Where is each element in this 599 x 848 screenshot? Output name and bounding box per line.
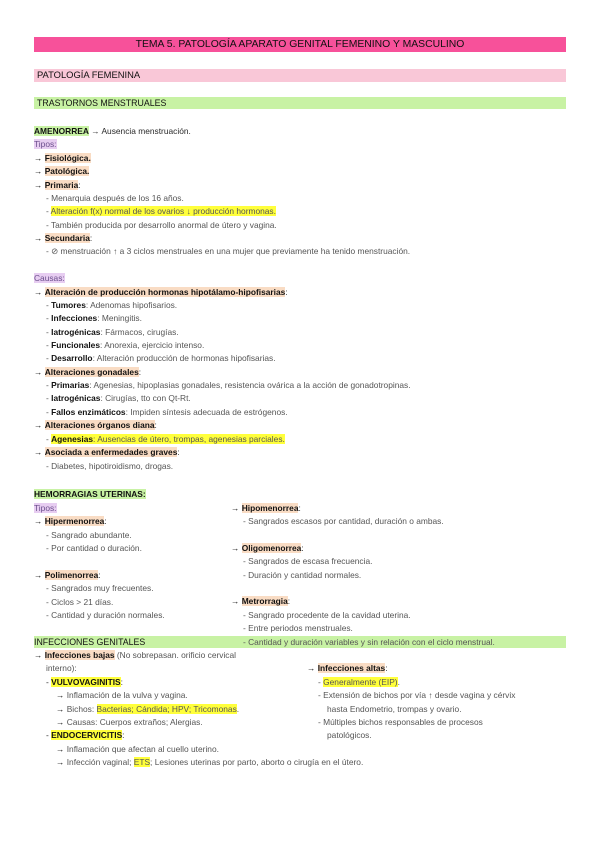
- vulvovaginitis: - VULVOVAGINITIS:: [46, 677, 123, 687]
- infecciones-altas-item: hasta Endometrio, trompas y ovario.: [327, 704, 462, 714]
- endocervicitis-item: → Infección vaginal; ETS; Lesiones uterinas por parto, aborto o cirugía en el útero.: [56, 757, 364, 767]
- amenorrea-def: → Ausencia menstruación.: [88, 126, 191, 136]
- section-heading: PATOLOGÍA FEMENINA: [37, 69, 141, 80]
- amenorrea-term: AMENORREA: [34, 126, 89, 136]
- oligomenorrea-item: - Duración y cantidad normales.: [243, 570, 362, 580]
- causa-3-item: - Agenesias: Ausencias de útero, trompas, agenesias parciales.: [46, 434, 285, 444]
- infecciones-bajas-note: interno):: [46, 663, 77, 673]
- causa-4-item: - Diabetes, hipotiroidismo, drogas.: [46, 461, 174, 471]
- causa-2-item: - Primarias: Agenesias, hipoplasias gonadales, resistencia ovárica a la acción de gonadotropinas.: [46, 380, 411, 390]
- causa-1-item: - Funcionales: Anorexia, ejercicio intenso.: [46, 340, 205, 350]
- infecciones-altas: → Infecciones altas:: [307, 663, 388, 673]
- infecciones-altas-item: - Extensión de bichos por vía ↑ desde vagina y cérvix: [318, 690, 516, 700]
- hipermenorrea-item: - Por cantidad o duración.: [46, 543, 142, 553]
- infecciones-altas-item: - Generalmente (EIP).: [318, 677, 400, 687]
- subsection-heading: TRASTORNOS MENSTRUALES: [37, 98, 167, 108]
- causa-4: → Asociada a enfermedades graves:: [34, 447, 180, 457]
- primaria-item: - Menarquia después de los 16 años.: [46, 193, 184, 203]
- vulvovaginitis-item: → Causas: Cuerpos extraños; Alergias.: [56, 717, 203, 727]
- hemorragias-tipos: Tipos:: [34, 503, 57, 513]
- causa-1: → Alteración de producción hormonas hipotálamo-hipofisarias:: [34, 287, 288, 297]
- causa-2-item: - Fallos enzimáticos: Impiden síntesis adecuada de estrógenos.: [46, 407, 288, 417]
- causa-1-item: - Tumores: Adenomas hipofisarios.: [46, 300, 178, 310]
- tipos-label: Tipos:: [34, 139, 57, 149]
- polimenorrea-item: - Ciclos > 21 días.: [46, 597, 114, 607]
- tipo-primaria: → Primaria:: [34, 180, 81, 190]
- endocervicitis: - ENDOCERVICITIS:: [46, 730, 125, 740]
- tipo-patologica: → Patológica.: [34, 166, 90, 176]
- amenorrea-line: [34, 126, 191, 136]
- causa-3: → Alteraciones órganos diana:: [34, 420, 157, 430]
- metrorragia: → Metrorragia:: [231, 596, 291, 606]
- causa-2: → Alteraciones gonadales:: [34, 367, 142, 377]
- hipermenorrea-item: - Sangrado abundante.: [46, 530, 132, 540]
- infecciones-heading: INFECCIONES GENITALES: [34, 637, 146, 647]
- endocervicitis-item: → Inflamación que afectan al cuello uterino.: [56, 744, 219, 754]
- causa-1-item: - Infecciones: Meningitis.: [46, 313, 142, 323]
- vulvovaginitis-item: → Bichos: Bacterias; Cándida; HPV; Tricomonas.: [56, 704, 240, 714]
- tipo-fisiologica: → Fisiológica.: [34, 153, 91, 163]
- infecciones-altas-item: patológicos.: [327, 730, 372, 740]
- hipermenorrea: → Hipermenorrea:: [34, 516, 107, 526]
- causas-label: Causas:: [34, 273, 65, 283]
- causa-2-item: - Iatrogénicas: Cirugías, tto con Qt-Rt.: [46, 393, 191, 403]
- metrorragia-item: - Entre periodos menstruales.: [243, 623, 353, 633]
- infecciones-altas-item: - Múltiples bichos responsables de procesos: [318, 717, 483, 727]
- polimenorrea: → Polimenorrea:: [34, 570, 101, 580]
- hipomenorrea-item: - Sangrados escasos por cantidad, duración o ambas.: [243, 516, 444, 526]
- hemorragias-term: HEMORRAGIAS UTERINAS:: [34, 489, 146, 499]
- secundaria-item: - ⊘ menstruación ↑ a 3 ciclos menstruales en una mujer que previamente ha tenido menstruación.: [46, 246, 411, 256]
- vulvovaginitis-item: → Inflamación de la vulva y vagina.: [56, 690, 188, 700]
- oligomenorrea: → Oligomenorrea:: [231, 543, 304, 553]
- metrorragia-item: - Sangrado procedente de la cavidad uterina.: [243, 610, 411, 620]
- metrorragia-item: - Cantidad y duración variables y sin relación con el ciclo menstrual.: [243, 637, 495, 647]
- oligomenorrea-item: - Sangrados de escasa frecuencia.: [243, 556, 373, 566]
- hipomenorrea: → Hipomenorrea:: [231, 503, 301, 513]
- tipo-secundaria: → Secundaria:: [34, 233, 93, 243]
- causa-1-item: - Desarrollo: Alteración producción de hormonas hipofisarias.: [46, 353, 276, 363]
- primaria-item: - Alteración f(x) normal de los ovarios ↓ producción hormonas.: [46, 206, 276, 216]
- page-title: TEMA 5. PATOLOGÍA APARATO GENITAL FEMENINO Y MASCULINO: [135, 39, 465, 50]
- polimenorrea-item: - Sangrados muy frecuentes.: [46, 583, 154, 593]
- causa-1-item: - Iatrogénicas: Fármacos, cirugías.: [46, 327, 179, 337]
- infecciones-bajas: → Infecciones bajas (No sobrepasan. orificio cervical: [34, 650, 237, 660]
- polimenorrea-item: - Cantidad y duración normales.: [46, 610, 165, 620]
- primaria-item: - También producida por desarrollo anormal de útero y vagina.: [46, 220, 277, 230]
